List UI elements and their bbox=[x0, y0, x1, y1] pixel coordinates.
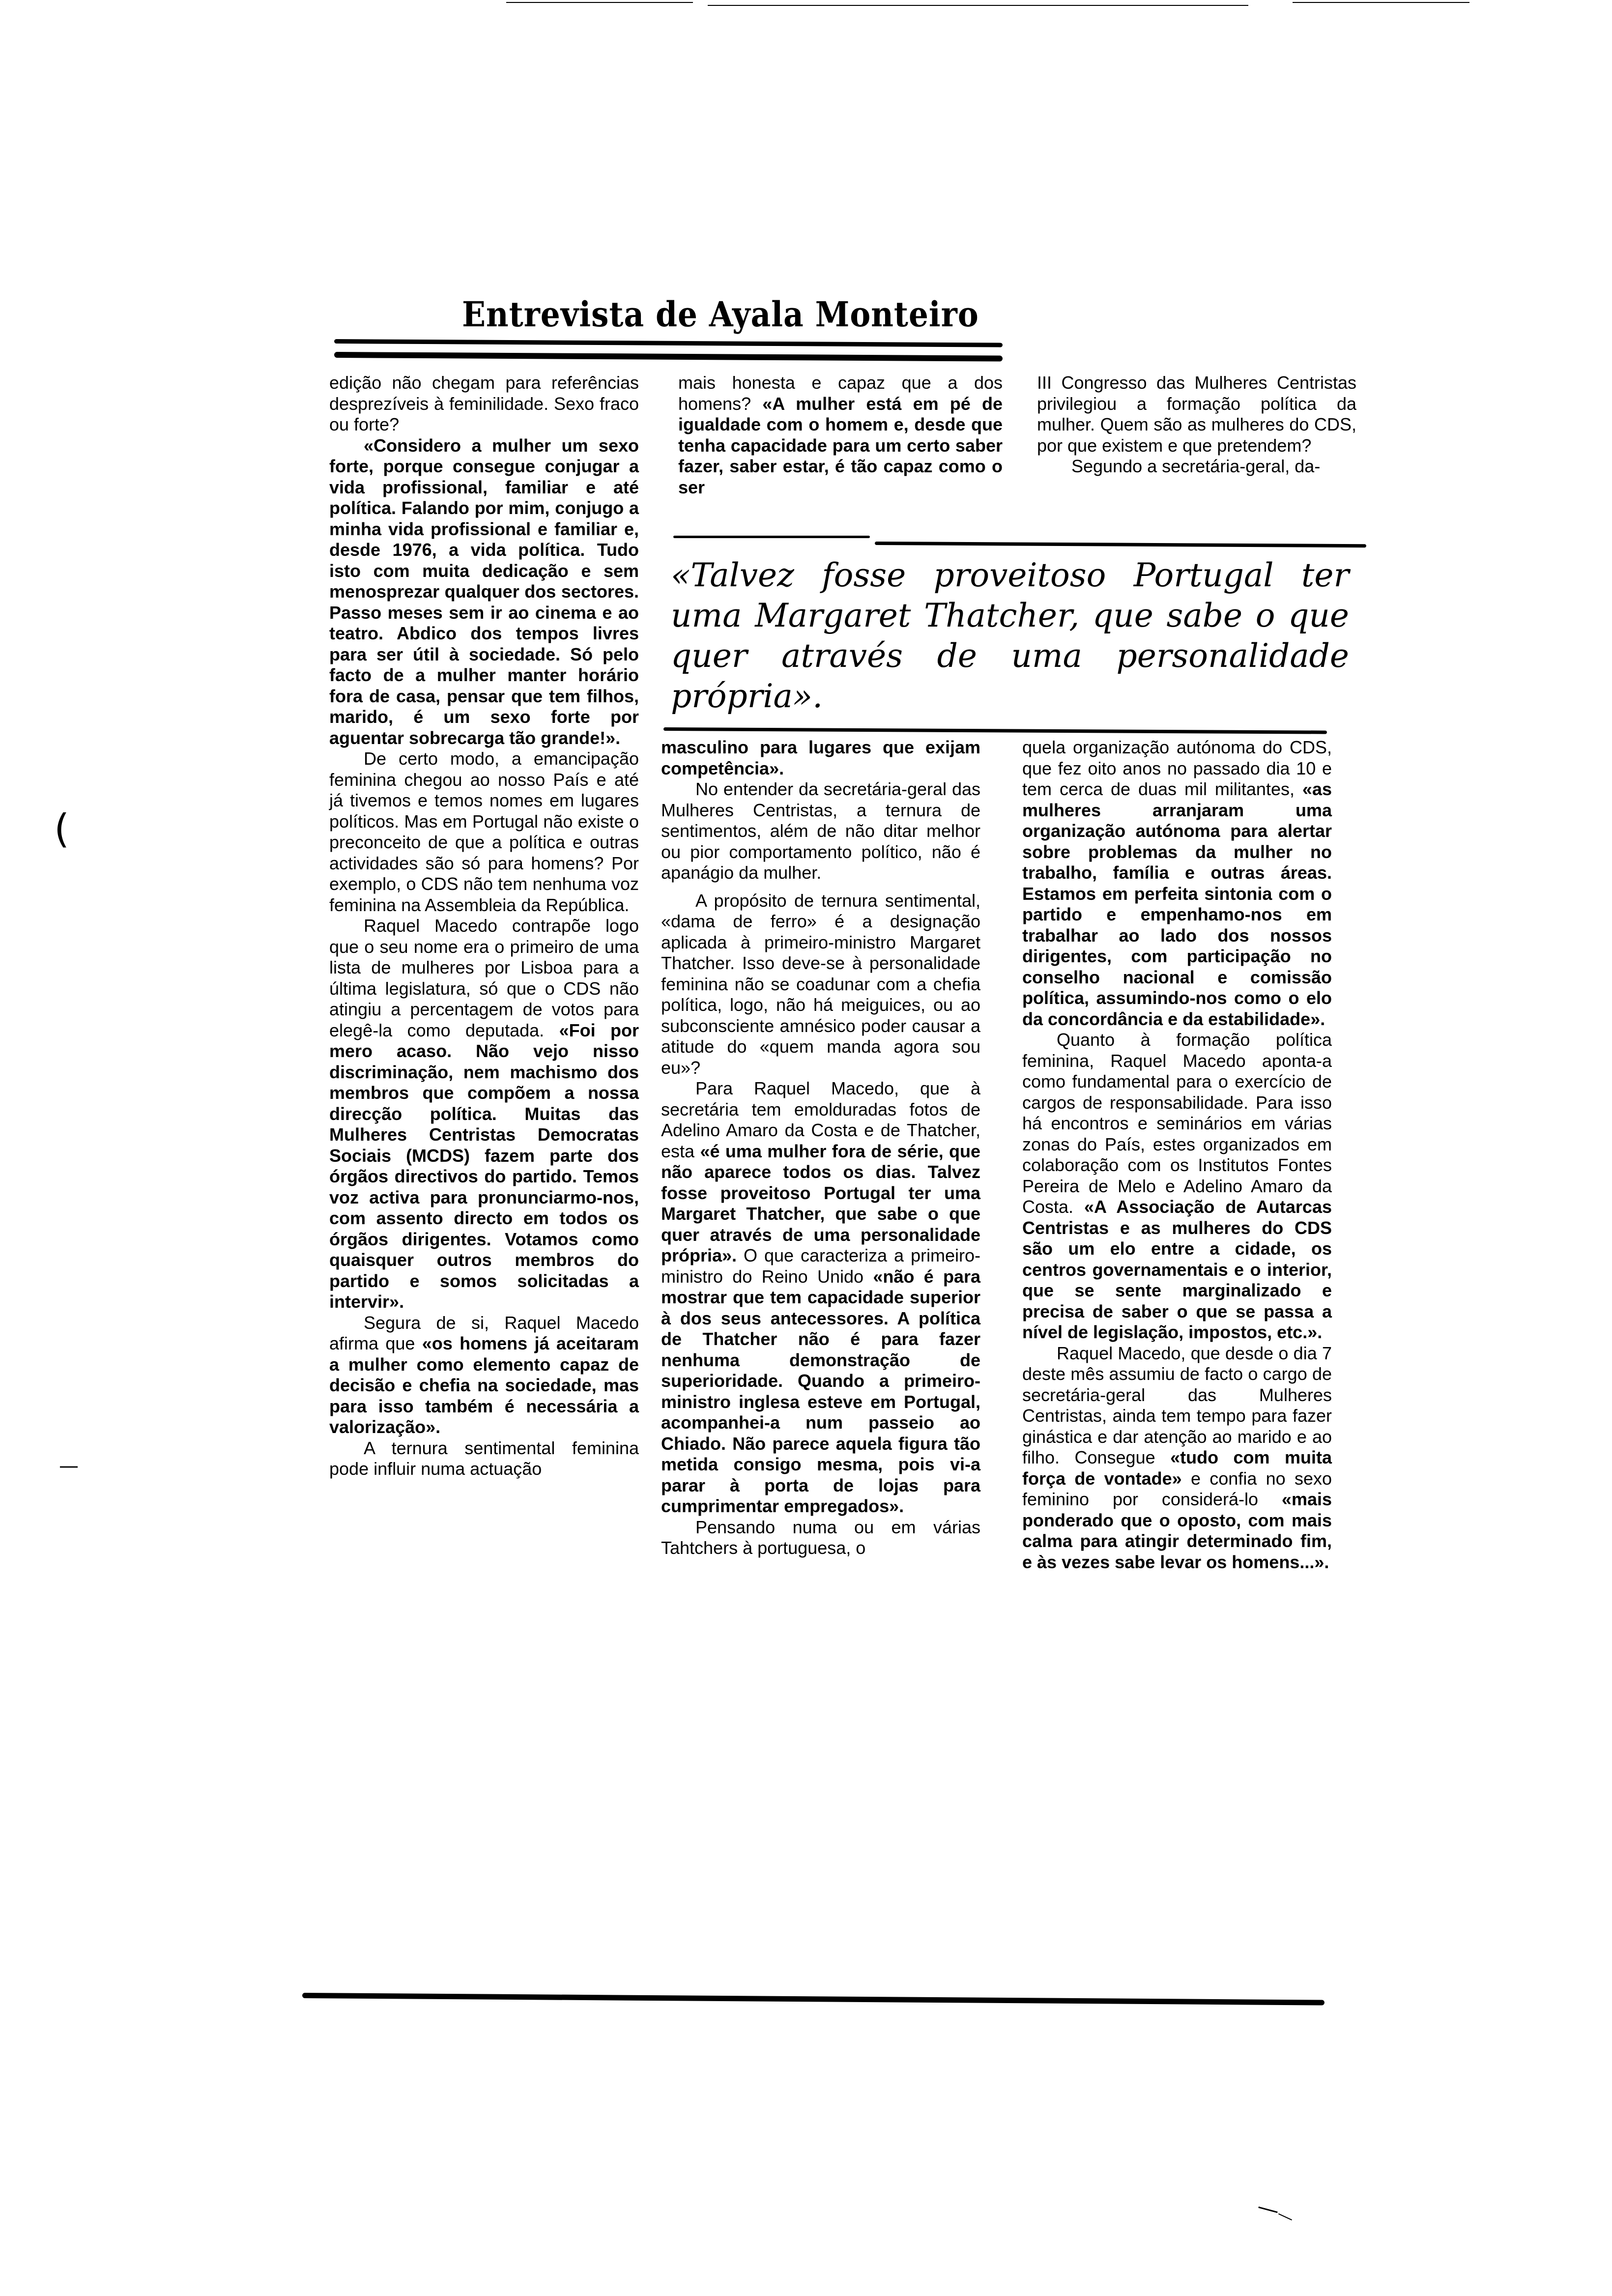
col2-para-2: No entender da secretária-geral das Mulheres Centristas, a ternura de sentimentos, além de não ditar melhor ou pior comportamento político, não é apanágio da mulher. bbox=[661, 779, 980, 883]
col2-top-text: mais honesta e capaz que a dos homens? bbox=[678, 373, 1003, 414]
pullquote-rule-top bbox=[875, 542, 1366, 547]
col2-para-5: Pensando numa ou em várias Tahtchers à portuguesa, o bbox=[661, 1517, 980, 1558]
column-3-top bbox=[1037, 373, 1356, 477]
col2-para-4: Para Raquel Macedo, que à secretária tem emolduradas fotos de Adelino Amaro da Costa e de Thatcher, esta «é uma mulher fora de série, que não aparece todos os dias. Talvez fosse proveitoso Portugal ter uma Margaret Thatcher, que sabe o que quer através de uma personalidade própria». O que caracteriza a primeiro-ministro do Reino Unido «não é para mostrar que tem capacidade superior à dos seus antecessores. A política de Thatcher não é para fazer nenhuma demonstração de superioridade. Quando a primeiro-ministro inglesa esteve em Portugal, acompanhei-a num passeio ao Chiado. Não parece aquela figura tão metida consigo mesma, pois vi-a parar à porta de lojas para cumprimentar empregados». bbox=[661, 1078, 981, 1516]
col1-para-6: A ternura sentimental feminina pode influir numa actuação bbox=[329, 1437, 639, 1479]
column-3 bbox=[1022, 737, 1332, 1573]
scan-artifact bbox=[708, 5, 1248, 6]
col3-para-3: Raquel Macedo, que desde o dia 7 deste mês assumiu de facto o cargo de secretária-geral das Mulheres Centristas, ainda tem tempo para fazer ginástica e dar atenção ao marido e ao filho. Consegue «tudo com muita força de vontade» e confia no sexo feminino por considerá-lo «mais ponderado que o oposto, com mais calma para atingir determinado fim, e às vezes sabe levar os homens...». bbox=[1022, 1343, 1332, 1572]
headline: Entrevista de Ayala Monteiro bbox=[462, 294, 979, 335]
col1-para-5: Segura de si, Raquel Macedo afirma que «os homens já aceitaram a mulher como elemento capaz de decisão e chefia na sociedade, mas para isso também é necessária a valorização». bbox=[329, 1312, 639, 1437]
col2-para-3: A propósito de ternura sentimental, «dama de ferro» é a designação aplicada à primeiro-ministro Margaret Thatcher. Isso deve-se à personalidade feminina não se coadunar com a chefia política, logo, não há meiguices, ou ao subconsciente amnésico poder causar a atitude do «quem manda agora sou eu»? bbox=[661, 890, 980, 1078]
pullquote-rule-bottom bbox=[663, 727, 1327, 734]
col3-para-2: Quanto à formação política feminina, Raquel Macedo aponta-a como fundamental para o exercício de cargos de responsabilidade. Para isso há encontros e seminários em várias zonas do País, estes organizados em colaboração com os Institutos Fontes Pereira de Melo e Adelino Amaro da Costa. «A Associação de Autarcas Centristas e as mulheres do CDS são um elo entre a cidade, os centros governamentais e o interior, que se sente marginalizado e precisa de saber o que se passa a nível de legislação, impostos, etc.». bbox=[1022, 1030, 1332, 1342]
col2-top-quote: «A mulher está em pé de igualdade com o homem e, desde que tenha capacidade para um certo saber fazer, saber estar, é tão capaz como o ser bbox=[678, 393, 1003, 497]
left-bracket-mark: ( bbox=[54, 806, 70, 852]
col2-para-1: masculino para lugares que exijam competência». bbox=[661, 737, 980, 778]
col3-para-1: quela organização autónoma do CDS, que fez oito anos no passado dia 10 e tem cerca de duas mil militantes, «as mulheres arranjaram uma organização autónoma para alertar sobre problemas da mulher no trabalho, família e outras áreas. Estamos em perfeita sintonia com o partido e empenhamo-nos em trabalhar ao lado dos nossos dirigentes, com participação no conselho nacional e comissão política, assumindo-nos como o elo da concordância e da estabilidade». bbox=[1022, 737, 1332, 1029]
scan-artifact bbox=[1293, 2, 1469, 3]
left-dash-mark: — bbox=[59, 1455, 79, 1477]
article-bottom-rule bbox=[302, 1993, 1324, 2006]
pullquote-rule-top-left bbox=[673, 536, 870, 538]
scan-artifact bbox=[1278, 2213, 1292, 2220]
col1-para-4: Raquel Macedo contrapõe logo que o seu nome era o primeiro de uma lista de mulheres por Lisboa para a última legislatura, só que o CDS não atingiu a percentagem de votos para elegê-la como deputada. «Foi por mero acaso. Não vejo nisso discriminação, nem machismo dos membros que compõem a nossa direcção política. Muitas das Mulheres Centristas Democratas Sociais (MCDS) fazem parte dos órgãos directivos do partido. Temos voz activa para pronunciarmo-nos, com assento directo em todos os órgãos dirigentes. Votamos como quaisquer outros membros do partido e somos solicitadas a intervir». bbox=[329, 916, 639, 1312]
headline-rule-bottom bbox=[334, 352, 1003, 362]
column-2-top bbox=[678, 373, 1003, 498]
col3-top-para: III Congresso das Mulheres Centristas privilegiou a formação política da mulher. Quem são as mulheres do CDS, por que existem e que pretendem? bbox=[1037, 373, 1356, 456]
col1-para-1: edição não chegam para referências desprezíveis à feminilidade. Sexo fraco ou forte? bbox=[329, 373, 639, 434]
scan-artifact bbox=[1258, 2207, 1277, 2213]
col1-para-3: De certo modo, a emancipação feminina chegou ao nosso País e até já tivemos e temos nomes em lugares políticos. Mas em Portugal não existe o preconceito de que a política e outras actividades são só para homens? Por exemplo, o CDS não tem nenhuma voz feminina na Assembleia da República. bbox=[329, 748, 639, 915]
col1-para-2: «Considero a mulher um sexo forte, porque consegue conjugar a vida profissional, familiar e até política. Falando por mim, conjugo a minha vida profissional e familiar e, desde 1976, a vida política. Tudo isto com muita dedicação e sem menosprezar qualquer dos sectores. Passo meses sem ir ao cinema e ao teatro. Abdico dos tempos livres para ser útil à sociedade. Só pelo facto de a mulher manter horário fora de casa, pensar que tem filhos, marido, é um sexo forte por aguentar sobrecarga tão grande!». bbox=[329, 435, 639, 748]
column-2 bbox=[661, 737, 980, 1559]
column-1 bbox=[329, 373, 639, 1480]
col3-top-para-2: Segundo a secretária-geral, da- bbox=[1071, 456, 1321, 476]
scan-artifact bbox=[506, 2, 693, 3]
pull-quote: «Talvez fosse proveitoso Portugal ter uma Margaret Thatcher, que sabe o que quer através de uma personalidade própria». bbox=[671, 556, 1349, 715]
headline-rule-top bbox=[334, 339, 1003, 347]
